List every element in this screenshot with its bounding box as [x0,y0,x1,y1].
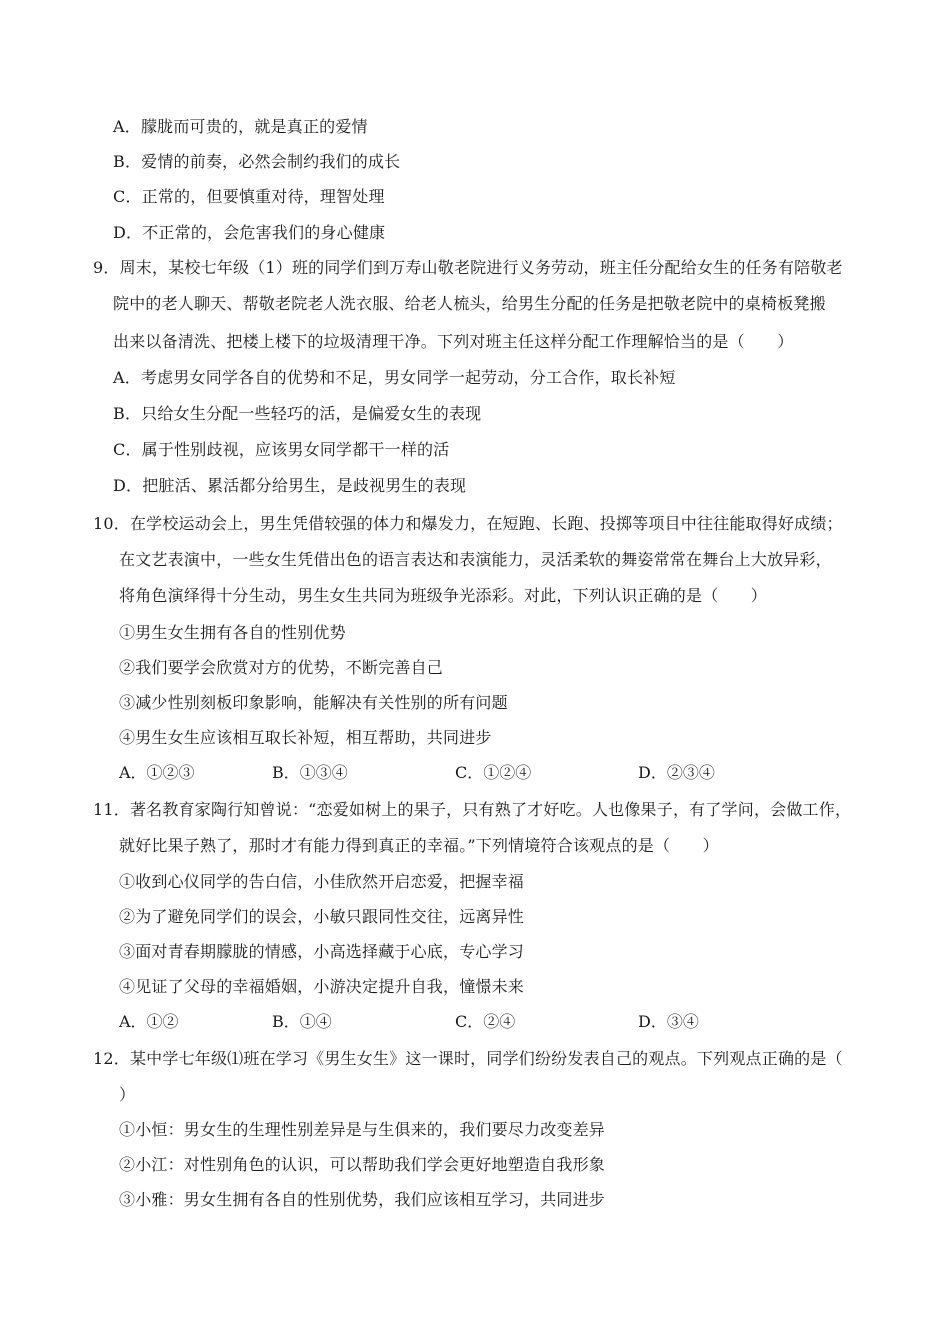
q11-choice-c: C．②④ [455,1012,516,1031]
q11-item-3: ③面对青春期朦胧的情感，小高选择藏于心底，专心学习 [119,942,525,961]
q9-stem-line-2: 院中的老人聊天、帮敬老院老人洗衣服、给老人梳头，给男生分配的任务是把敬老院中的桌椅板凳搬 [113,294,826,313]
q8-option-b: B．爱情的前奏，必然会制约我们的成长 [113,152,401,171]
q12-item-1: ①小恒：男女生的生理性别差异是与生俱来的，我们要尽力改变差异 [119,1120,606,1139]
q11-item-1: ①收到心仪同学的告白信，小佳欣然开启恋爱，把握幸福 [119,872,525,891]
q12-item-3: ③小雅：男女生拥有各自的性别优势，我们应该相互学习，共同进步 [119,1190,606,1209]
q10-item-2: ②我们要学会欣赏对方的优势，不断完善自己 [119,658,444,677]
q12-stem-line-2: ） [119,1085,136,1104]
q8-option-a: A．朦胧而可贵的，就是真正的爱情 [113,117,368,136]
q11-choice-a: A．①② [119,1012,179,1031]
q10-choice-b: B．①③④ [272,763,348,782]
q12-stem-line-1: 12．某中学七年级⑴班在学习《男生女生》这一课时，同学们纷纷发表自己的观点。下列观点正确的是（ [93,1049,843,1068]
q10-choice-c: C．①②④ [455,763,532,782]
q10-item-3: ③减少性别刻板印象影响，能解决有关性别的所有问题 [119,693,508,712]
q9-stem-line-3: 出来以备清洗、把楼上楼下的垃圾清理干净。下列对班主任这样分配工作理解恰当的是（ ） [113,332,794,351]
q9-option-c: C．属于性别歧视，应该男女同学都干一样的活 [113,440,450,459]
q12-item-2: ②小江：对性别角色的认识，可以帮助我们学会更好地塑造自我形象 [119,1155,606,1174]
q8-option-c: C．正常的，但要慎重对待，理智处理 [113,187,385,206]
q10-item-4: ④男生女生应该相互取长补短，相互帮助，共同进步 [119,728,492,747]
q9-option-a: A．考虑男女同学各自的优势和不足，男女同学一起劳动，分工合作，取长补短 [113,368,676,387]
q11-choice-b: B．①④ [272,1012,332,1031]
q10-stem-line-2: 在文艺表演中，一些女生凭借出色的语言表达和表演能力，灵活柔软的舞姿常常在舞台上大放异彩， [119,550,832,569]
q10-stem-line-3: 将角色演绎得十分生动，男生女生共同为班级争光添彩。对此，下列认识正确的是（ ） [119,586,768,605]
q11-stem-line-1: 11．著名教育家陶行知曾说：“恋爱如树上的果子，只有熟了才好吃。人也像果子，有了学问，会做工作， [93,800,852,819]
q9-stem-line-1: 9．周末，某校七年级（1）班的同学们到万寿山敬老院进行义务劳动，班主任分配给女生的任务有陪敬老 [93,258,843,277]
q10-choice-d: D．②③④ [638,763,715,782]
q11-item-2: ②为了避免同学们的误会，小敏只跟同性交往，远离异性 [119,907,525,926]
q11-choice-d: D．③④ [638,1012,699,1031]
q10-item-1: ①男生女生拥有各自的性别优势 [119,623,346,642]
q11-item-4: ④见证了父母的幸福婚姻，小游决定提升自我，憧憬未来 [119,977,525,996]
q9-option-b: B．只给女生分配一些轻巧的活，是偏爱女生的表现 [113,404,482,423]
q8-option-d: D．不正常的，会危害我们的身心健康 [113,223,386,242]
q10-stem-line-1: 10．在学校运动会上，男生凭借较强的体力和爆发力，在短跑、长跑、投掷等项目中往往能取得好成绩； [93,514,843,533]
q9-option-d: D．把脏活、累活都分给男生，是歧视男生的表现 [113,476,467,495]
q10-choice-a: A．①②③ [119,763,195,782]
q11-stem-line-2: 就好比果子熟了，那时才有能力得到真正的幸福。”下列情境符合该观点的是（ ） [119,836,719,855]
